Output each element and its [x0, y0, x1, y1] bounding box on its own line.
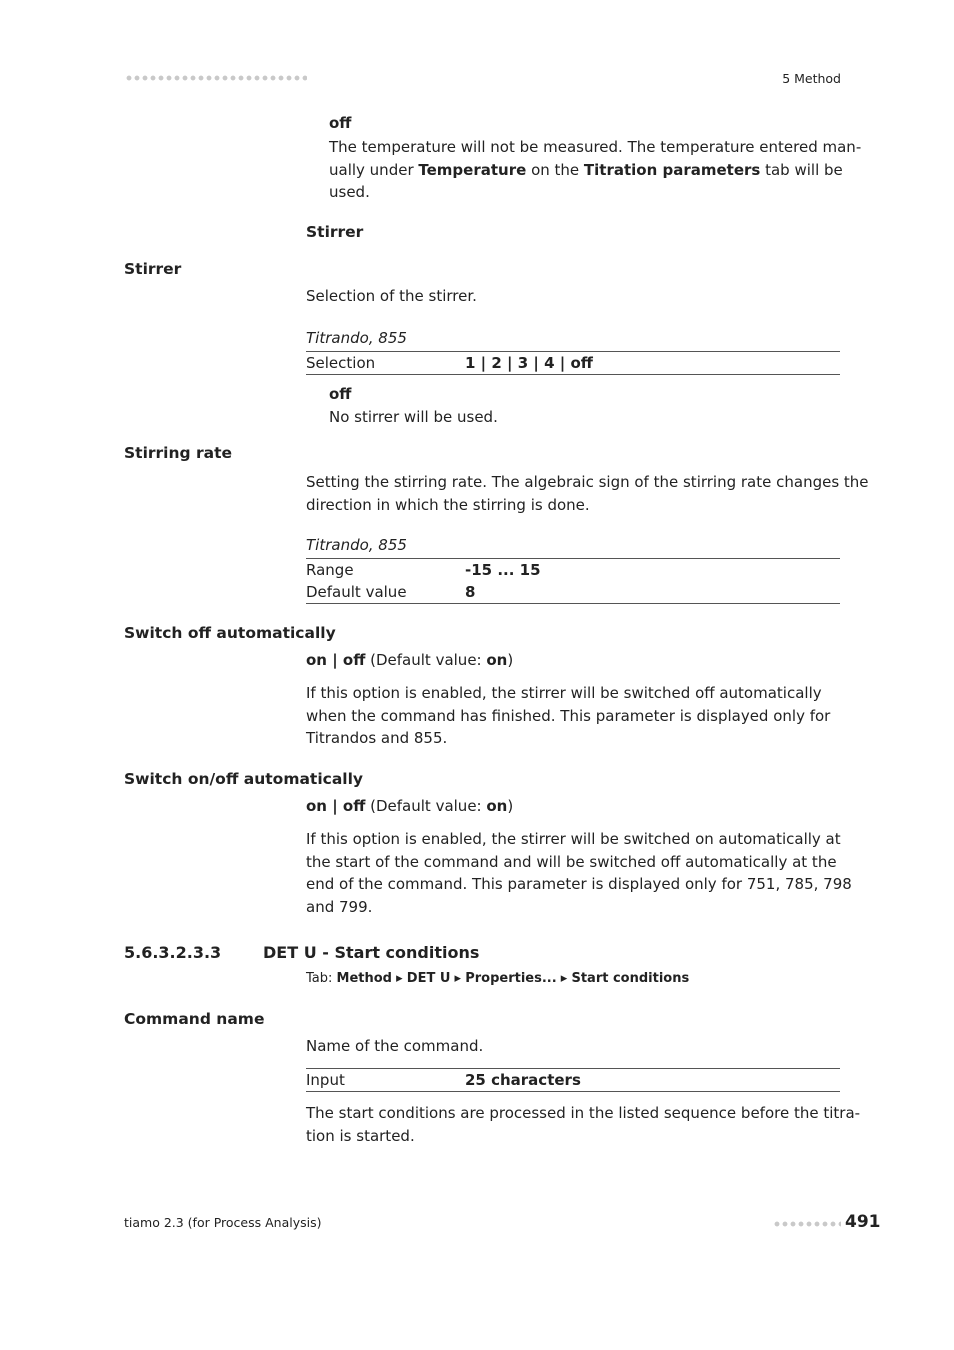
- command-name-label: Command name: [124, 1010, 265, 1028]
- table-row: [306, 1069, 840, 1091]
- switch-onoff-options: [306, 797, 513, 815]
- switch-off-options: [306, 651, 513, 669]
- text-run: on: [486, 797, 508, 815]
- text-run: If this option is enabled, the stirrer will be switched on automatically at: [306, 830, 841, 848]
- text-run: 1: [465, 354, 476, 372]
- table-key: Default value: [306, 583, 407, 601]
- text-run: Start conditions: [571, 971, 690, 986]
- table-value: [465, 581, 475, 603]
- text-run: Properties...: [465, 971, 557, 986]
- text-line: [306, 471, 869, 494]
- text-run: |: [475, 354, 492, 372]
- tab-path: [306, 971, 689, 986]
- text-run: 25 characters: [465, 1071, 581, 1089]
- text-line: [306, 494, 869, 517]
- text-run: on: [486, 651, 508, 669]
- section-title: DET U - Start conditions: [263, 943, 480, 962]
- stirrer-off-label: off: [329, 385, 352, 403]
- text-line: [306, 727, 830, 750]
- text-run: |: [554, 354, 571, 372]
- footer-dots-decoration: [773, 1219, 841, 1229]
- header-section: 5 Method: [782, 71, 841, 86]
- text-run: tion is started.: [306, 1126, 415, 1145]
- table-value: [465, 559, 541, 581]
- text-run: The start conditions are processed in the listed sequence before the titra-: [306, 1104, 861, 1122]
- text-run: 3: [517, 354, 529, 372]
- stirring-rate-desc: [306, 471, 869, 516]
- command-name-desc: Name of the command.: [306, 1037, 484, 1055]
- text-line: [306, 682, 830, 705]
- stirring-rate-table: [306, 558, 840, 604]
- text-run: If this option is enabled, the stirrer will be switched off automatically: [306, 684, 822, 702]
- text-line: [306, 1125, 860, 1148]
- stirrer-desc: Selection of the stirrer.: [306, 287, 477, 305]
- text-run: off: [570, 354, 593, 372]
- text-run: ually under: [329, 160, 419, 179]
- text-run: 8: [465, 583, 476, 601]
- stirrer-caption: Titrando, 855: [306, 329, 407, 347]
- text-run: when the command has finished. This parameter is displayed only for: [306, 706, 831, 725]
- text-line: [329, 159, 861, 182]
- table-value: [465, 1069, 581, 1091]
- table-row: [306, 581, 840, 603]
- header-dots-decoration: [125, 73, 307, 83]
- text-run: used.: [329, 183, 370, 201]
- text-run: Setting the stirring rate. The algebraic sign of the stirring rate changes the: [306, 473, 869, 491]
- page-number: 491: [845, 1212, 881, 1232]
- stirrer-label: Stirrer: [124, 260, 182, 278]
- switch-off-label: Switch off automatically: [124, 624, 336, 642]
- table-key: Input: [306, 1071, 345, 1089]
- table-key: Selection: [306, 354, 376, 372]
- switch-off-desc: [306, 682, 830, 750]
- text-run: DET U: [406, 971, 451, 986]
- text-run: the start of the command and will be switched off automatically at the: [306, 852, 837, 871]
- text-line: [306, 873, 852, 896]
- table-value: [465, 352, 593, 374]
- text-run: Method: [336, 971, 392, 986]
- temp-off-label: off: [329, 114, 352, 132]
- temp-off-desc: [329, 136, 861, 204]
- table-row: [306, 352, 840, 374]
- table-row: [306, 559, 840, 581]
- text-run: Titrandos and 855.: [306, 729, 448, 747]
- text-run: Tab:: [306, 971, 337, 986]
- command-name-table: [306, 1068, 840, 1092]
- text-run: ▸: [392, 971, 407, 986]
- text-run: direction in which the stirring is done.: [306, 495, 590, 514]
- text-line: [329, 181, 861, 204]
- text-run: Titration parameters: [583, 160, 761, 179]
- text-line: [306, 828, 852, 851]
- text-run: on | off: [306, 651, 366, 669]
- table-key: Range: [306, 561, 354, 579]
- text-run: Temperature: [418, 160, 527, 179]
- text-line: [306, 896, 852, 919]
- stirrer-table: [306, 351, 840, 375]
- text-run: |: [501, 354, 518, 372]
- text-line: [306, 705, 830, 728]
- text-run: and 799.: [306, 897, 373, 916]
- stirring-rate-caption: Titrando, 855: [306, 536, 407, 554]
- text-run: The temperature will not be measured. The temperature entered man-: [329, 138, 862, 156]
- stirring-rate-label: Stirring rate: [124, 444, 233, 462]
- text-line: [329, 136, 861, 159]
- switch-onoff-desc: [306, 828, 852, 918]
- text-run: -15 ... 15: [465, 561, 541, 579]
- text-line: [306, 851, 852, 874]
- text-run: (Default value:: [365, 651, 487, 669]
- text-run: |: [528, 354, 545, 372]
- text-run: ): [507, 797, 514, 815]
- text-run: tab will be: [760, 160, 843, 179]
- text-run: on the: [526, 160, 584, 179]
- text-run: 4: [544, 354, 555, 372]
- switch-onoff-label: Switch on/off automatically: [124, 770, 364, 788]
- text-run: ): [507, 651, 514, 669]
- text-run: (Default value:: [365, 797, 487, 815]
- text-line: [306, 1102, 860, 1125]
- text-run: end of the command. This parameter is displayed only for 751, 785, 798: [306, 875, 852, 893]
- stirrer-group-title: Stirrer: [306, 223, 364, 241]
- text-run: 2: [491, 354, 502, 372]
- stirrer-off-desc: No stirrer will be used.: [329, 408, 498, 426]
- text-run: ▸: [556, 971, 572, 986]
- section-number: 5.6.3.2.3.3: [124, 943, 222, 962]
- start-conditions-desc: [306, 1102, 860, 1147]
- text-run: on | off: [306, 797, 366, 815]
- text-run: ▸: [450, 971, 466, 986]
- footer-product: tiamo 2.3 (for Process Analysis): [124, 1215, 322, 1230]
